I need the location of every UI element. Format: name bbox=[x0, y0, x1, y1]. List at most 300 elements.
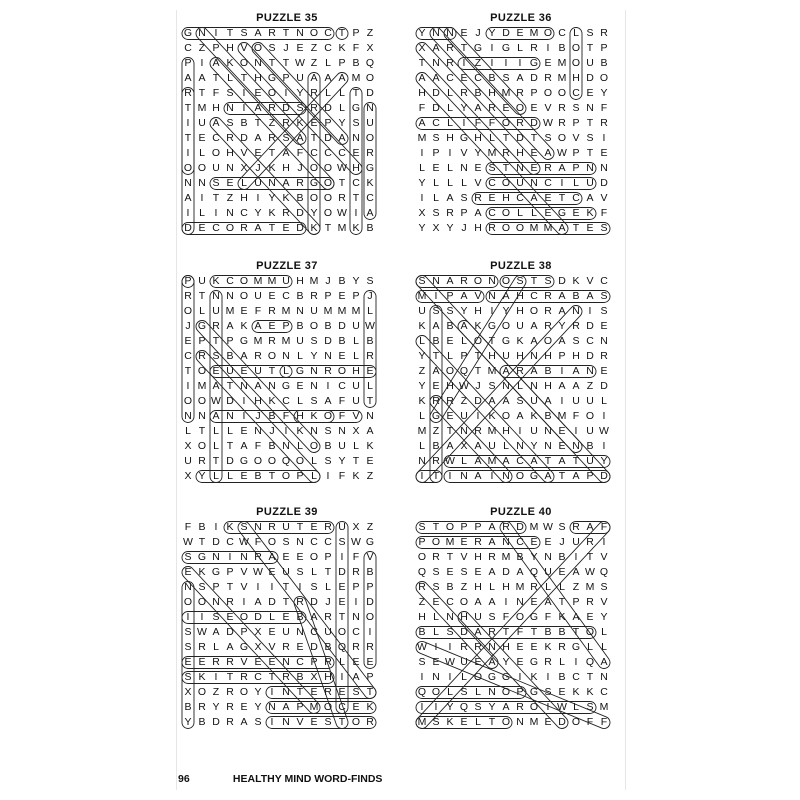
grid-letter: J bbox=[269, 425, 275, 437]
grid-letter: L bbox=[461, 455, 467, 467]
grid-letter: D bbox=[310, 596, 318, 608]
grid-letter: E bbox=[600, 147, 608, 159]
grid-letter: L bbox=[447, 117, 453, 129]
grid-letter: Y bbox=[502, 305, 510, 317]
grid-letter: E bbox=[600, 365, 608, 377]
grid-letter: O bbox=[473, 275, 483, 287]
grid-letter: N bbox=[502, 380, 510, 392]
grid-letter: G bbox=[529, 57, 539, 69]
grid-letter: H bbox=[502, 192, 510, 204]
grid-letter: X bbox=[366, 42, 374, 54]
grid-letter: O bbox=[543, 335, 553, 347]
grid-letter: B bbox=[432, 440, 440, 452]
grid-letter: R bbox=[446, 42, 454, 54]
grid-letter: H bbox=[418, 87, 426, 99]
grid-letter: R bbox=[516, 365, 524, 377]
grid-letter: W bbox=[253, 566, 263, 578]
grid-letter: H bbox=[502, 425, 510, 437]
grid-letter: N bbox=[544, 440, 552, 452]
grid-letter: V bbox=[240, 147, 248, 159]
grid-letter: P bbox=[184, 57, 192, 69]
grid-letter: A bbox=[282, 177, 290, 189]
grid-letter: J bbox=[559, 536, 565, 548]
grid-letter: A bbox=[488, 656, 496, 668]
grid-letter: S bbox=[198, 581, 206, 593]
grid-letter: N bbox=[460, 470, 468, 482]
grid-letter: L bbox=[325, 57, 331, 69]
grid-letter: D bbox=[502, 27, 510, 39]
grid-letter: Y bbox=[418, 222, 426, 234]
grid-letter: L bbox=[283, 365, 289, 377]
grid-letter: N bbox=[240, 380, 248, 392]
grid-letter: Y bbox=[310, 350, 318, 362]
grid-letter: N bbox=[352, 132, 360, 144]
grid-letter: R bbox=[488, 102, 496, 114]
grid-letter: E bbox=[488, 192, 496, 204]
grid-letter: K bbox=[558, 611, 566, 623]
grid-letter: T bbox=[226, 581, 234, 593]
grid-letter: S bbox=[432, 132, 440, 144]
grid-letter: E bbox=[474, 566, 482, 578]
grid-letter: T bbox=[212, 455, 220, 467]
grid-row bbox=[415, 454, 611, 469]
grid-letter: A bbox=[530, 320, 538, 332]
grid-row bbox=[415, 469, 611, 484]
grid-letter: Y bbox=[446, 222, 454, 234]
grid-letter: P bbox=[460, 521, 468, 533]
grid-letter: C bbox=[338, 147, 346, 159]
grid-letter: N bbox=[530, 350, 538, 362]
grid-letter: N bbox=[212, 551, 220, 563]
grid-letter: I bbox=[284, 87, 288, 99]
grid-letter: Z bbox=[268, 117, 276, 129]
grid-letter: R bbox=[282, 207, 290, 219]
grid-letter: O bbox=[253, 455, 263, 467]
grid-letter: T bbox=[184, 365, 192, 377]
grid-letter: C bbox=[184, 42, 192, 54]
grid-letter: T bbox=[502, 132, 510, 144]
grid-letter: C bbox=[338, 701, 346, 713]
grid-letter: N bbox=[296, 305, 304, 317]
grid-letter: E bbox=[530, 102, 538, 114]
grid-letter: D bbox=[530, 72, 538, 84]
grid-row bbox=[181, 625, 377, 640]
grid-letter: A bbox=[338, 72, 346, 84]
grid-letter: B bbox=[558, 551, 566, 563]
grid-letter: I bbox=[242, 596, 246, 608]
grid-letter: I bbox=[448, 470, 452, 482]
grid-letter: E bbox=[268, 656, 276, 668]
grid-letter: O bbox=[295, 455, 305, 467]
grid-letter: H bbox=[502, 581, 510, 593]
grid-row bbox=[181, 86, 377, 101]
grid-letter: L bbox=[461, 335, 467, 347]
grid-letter: Y bbox=[446, 701, 454, 713]
grid-letter: G bbox=[501, 671, 511, 683]
grid-letter: U bbox=[586, 425, 594, 437]
grid-letter: I bbox=[420, 192, 424, 204]
grid-letter: F bbox=[600, 716, 608, 728]
grid-letter: P bbox=[338, 57, 346, 69]
grid-letter: L bbox=[447, 162, 453, 174]
grid-letter: M bbox=[351, 72, 361, 84]
grid-letter: T bbox=[352, 87, 360, 99]
grid-letter: N bbox=[488, 275, 496, 287]
grid-letter: T bbox=[240, 72, 248, 84]
grid-row bbox=[181, 364, 377, 379]
grid-row bbox=[415, 550, 611, 565]
grid-letter: G bbox=[501, 335, 511, 347]
grid-letter: A bbox=[572, 566, 580, 578]
grid-letter: G bbox=[197, 551, 207, 563]
grid-letter: T bbox=[268, 365, 276, 377]
grid-letter: I bbox=[546, 701, 550, 713]
grid-letter: M bbox=[515, 581, 525, 593]
grid-letter: E bbox=[352, 701, 360, 713]
grid-letter: L bbox=[213, 641, 219, 653]
grid-letter: W bbox=[295, 57, 305, 69]
grid-letter: S bbox=[460, 686, 468, 698]
grid-letter: E bbox=[254, 656, 262, 668]
grid-letter: H bbox=[460, 611, 468, 623]
grid-letter: S bbox=[446, 626, 454, 638]
grid-letter: L bbox=[573, 27, 579, 39]
grid-letter: G bbox=[529, 686, 539, 698]
grid-letter: O bbox=[473, 335, 483, 347]
grid-letter: I bbox=[214, 27, 218, 39]
grid-letter: I bbox=[490, 57, 494, 69]
grid-letter: R bbox=[226, 701, 234, 713]
grid-letter: Y bbox=[600, 611, 608, 623]
grid-letter: M bbox=[501, 551, 511, 563]
grid-letter: K bbox=[296, 117, 304, 129]
grid-letter: A bbox=[212, 117, 220, 129]
grid-letter: E bbox=[586, 611, 594, 623]
grid-letter: T bbox=[338, 27, 346, 39]
grid-letter: T bbox=[324, 566, 332, 578]
grid-row bbox=[181, 685, 377, 700]
grid-letter: U bbox=[516, 177, 524, 189]
grid-letter: S bbox=[572, 335, 580, 347]
grid-letter: G bbox=[501, 42, 511, 54]
grid-letter: A bbox=[586, 521, 594, 533]
grid-letter: L bbox=[587, 641, 593, 653]
grid-letter: D bbox=[366, 596, 374, 608]
grid-letter: Y bbox=[558, 320, 566, 332]
grid-letter: A bbox=[488, 521, 496, 533]
grid-letter: R bbox=[268, 335, 276, 347]
grid-letter: H bbox=[474, 305, 482, 317]
grid-letter: Q bbox=[599, 566, 609, 578]
grid-letter: R bbox=[544, 656, 552, 668]
grid-letter: B bbox=[432, 335, 440, 347]
grid-letter: U bbox=[418, 305, 426, 317]
grid-letter: G bbox=[309, 177, 319, 189]
grid-letter: K bbox=[338, 42, 346, 54]
grid-letter: T bbox=[212, 192, 220, 204]
grid-letter: E bbox=[184, 656, 192, 668]
grid-row bbox=[181, 379, 377, 394]
grid-letter: S bbox=[586, 132, 594, 144]
grid-letter: L bbox=[297, 395, 303, 407]
grid-letter: A bbox=[226, 641, 234, 653]
grid-letter: D bbox=[254, 611, 262, 623]
grid-row bbox=[415, 146, 611, 161]
grid-letter: O bbox=[197, 686, 207, 698]
grid-letter: K bbox=[352, 222, 360, 234]
grid-letter: N bbox=[418, 455, 426, 467]
grid-letter: I bbox=[448, 147, 452, 159]
grid-letter: E bbox=[198, 656, 206, 668]
grid-row bbox=[181, 535, 377, 550]
grid-letter: G bbox=[557, 207, 567, 219]
grid-letter: O bbox=[239, 611, 249, 623]
grid-letter: Y bbox=[600, 455, 608, 467]
grid-row bbox=[415, 304, 611, 319]
grid-letter: R bbox=[324, 656, 332, 668]
grid-letter: A bbox=[516, 566, 524, 578]
grid-letter: B bbox=[600, 57, 608, 69]
grid-row bbox=[415, 191, 611, 206]
grid-letter: O bbox=[197, 162, 207, 174]
grid-letter: D bbox=[474, 395, 482, 407]
grid-letter: A bbox=[572, 365, 580, 377]
grid-letter: N bbox=[268, 380, 276, 392]
grid-letter: R bbox=[198, 701, 206, 713]
grid-letter: O bbox=[515, 222, 525, 234]
grid-letter: Q bbox=[585, 656, 595, 668]
grid-letter: L bbox=[213, 470, 219, 482]
grid-row bbox=[181, 580, 377, 595]
grid-letter: L bbox=[601, 395, 607, 407]
grid-letter: R bbox=[418, 581, 426, 593]
grid-letter: E bbox=[268, 626, 276, 638]
grid-letter: F bbox=[212, 87, 220, 99]
grid-letter: A bbox=[310, 72, 318, 84]
grid-letter: D bbox=[296, 222, 304, 234]
grid-row bbox=[181, 26, 377, 41]
grid-letter: A bbox=[516, 410, 524, 422]
grid-letter: M bbox=[501, 87, 511, 99]
grid-row bbox=[181, 424, 377, 439]
grid-letter: C bbox=[324, 536, 332, 548]
grid-letter: B bbox=[544, 626, 552, 638]
grid-letter: T bbox=[184, 132, 192, 144]
grid-letter: A bbox=[366, 425, 374, 437]
grid-letter: U bbox=[254, 177, 262, 189]
grid-letter: I bbox=[504, 57, 508, 69]
grid-letter: V bbox=[474, 177, 482, 189]
grid-letter: N bbox=[324, 350, 332, 362]
grid-letter: M bbox=[351, 305, 361, 317]
grid-letter: O bbox=[459, 596, 469, 608]
grid-letter: S bbox=[572, 102, 580, 114]
grid-letter: F bbox=[352, 551, 360, 563]
grid-row bbox=[181, 221, 377, 236]
grid-letter: R bbox=[240, 671, 248, 683]
grid-letter: Y bbox=[474, 147, 482, 159]
grid-letter: E bbox=[558, 566, 566, 578]
grid-letter: S bbox=[226, 87, 234, 99]
grid-letter: N bbox=[460, 425, 468, 437]
grid-letter: L bbox=[489, 132, 495, 144]
grid-letter: P bbox=[212, 42, 220, 54]
grid-letter: F bbox=[502, 611, 510, 623]
grid-letter: T bbox=[198, 290, 206, 302]
grid-row bbox=[181, 191, 377, 206]
grid-letter: O bbox=[309, 440, 319, 452]
grid-letter: H bbox=[474, 551, 482, 563]
grid-letter: O bbox=[309, 320, 319, 332]
grid-letter: K bbox=[572, 686, 580, 698]
grid-letter: Q bbox=[337, 641, 347, 653]
grid-letter: C bbox=[310, 536, 318, 548]
grid-row bbox=[181, 176, 377, 191]
grid-letter: L bbox=[353, 335, 359, 347]
grid-letter: F bbox=[254, 305, 262, 317]
grid-letter: M bbox=[487, 147, 497, 159]
grid-letter: G bbox=[529, 656, 539, 668]
grid-letter: A bbox=[432, 42, 440, 54]
grid-letter: U bbox=[198, 275, 206, 287]
grid-row bbox=[415, 41, 611, 56]
grid-letter: E bbox=[474, 656, 482, 668]
grid-letter: Y bbox=[418, 177, 426, 189]
grid-letter: X bbox=[418, 42, 426, 54]
grid-letter: Q bbox=[459, 365, 469, 377]
grid-letter: E bbox=[296, 551, 304, 563]
grid-letter: P bbox=[460, 350, 468, 362]
grid-letter: G bbox=[183, 27, 193, 39]
grid-letter: B bbox=[586, 440, 594, 452]
grid-letter: B bbox=[296, 611, 304, 623]
grid-letter: E bbox=[460, 536, 468, 548]
grid-letter: R bbox=[432, 455, 440, 467]
grid-letter: R bbox=[352, 641, 360, 653]
grid-letter: I bbox=[242, 102, 246, 114]
grid-letter: A bbox=[530, 335, 538, 347]
grid-letter: G bbox=[211, 566, 221, 578]
grid-letter: P bbox=[282, 72, 290, 84]
grid-letter: P bbox=[572, 147, 580, 159]
grid-letter: C bbox=[432, 117, 440, 129]
grid-letter: E bbox=[184, 335, 192, 347]
grid-letter: S bbox=[310, 395, 318, 407]
grid-letter: U bbox=[586, 57, 594, 69]
grid-letter: T bbox=[310, 132, 318, 144]
grid-letter: E bbox=[296, 42, 304, 54]
grid-letter: B bbox=[268, 440, 276, 452]
grid-letter: I bbox=[214, 671, 218, 683]
grid-letter: Q bbox=[365, 57, 375, 69]
grid-letter: A bbox=[254, 320, 262, 332]
grid-letter: C bbox=[254, 671, 262, 683]
grid-letter: F bbox=[254, 440, 262, 452]
grid-letter: W bbox=[417, 641, 427, 653]
grid-letter: X bbox=[310, 671, 318, 683]
grid-letter: S bbox=[366, 275, 374, 287]
grid-letter: L bbox=[199, 305, 205, 317]
grid-letter: E bbox=[530, 641, 538, 653]
grid-letter: I bbox=[200, 611, 204, 623]
grid-letter: T bbox=[212, 335, 220, 347]
grid-letter: R bbox=[474, 536, 482, 548]
grid-letter: A bbox=[558, 305, 566, 317]
grid-letter: K bbox=[226, 57, 234, 69]
grid-letter: D bbox=[516, 521, 524, 533]
grid-letter: I bbox=[242, 410, 246, 422]
grid-letter: R bbox=[558, 117, 566, 129]
grid-letter: E bbox=[600, 320, 608, 332]
grid-letter: S bbox=[488, 380, 496, 392]
grid-letter: S bbox=[432, 581, 440, 593]
grid-letter: A bbox=[254, 132, 262, 144]
grid-letter: E bbox=[446, 566, 454, 578]
grid-row bbox=[415, 640, 611, 655]
grid-letter: O bbox=[309, 192, 319, 204]
grid-letter: R bbox=[310, 87, 318, 99]
grid-letter: U bbox=[282, 626, 290, 638]
grid-letter: S bbox=[460, 192, 468, 204]
grid-letter: N bbox=[544, 551, 552, 563]
grid-letter: P bbox=[432, 147, 440, 159]
grid-letter: A bbox=[474, 626, 482, 638]
grid-letter: N bbox=[530, 177, 538, 189]
grid-letter: V bbox=[544, 102, 552, 114]
grid-letter: K bbox=[366, 701, 374, 713]
grid-letter: N bbox=[184, 177, 192, 189]
grid-letter: E bbox=[558, 425, 566, 437]
grid-letter: M bbox=[267, 275, 277, 287]
grid-letter: M bbox=[323, 305, 333, 317]
grid-letter: I bbox=[518, 57, 522, 69]
grid-letter: G bbox=[239, 641, 249, 653]
grid-letter: U bbox=[488, 440, 496, 452]
grid-letter: K bbox=[586, 686, 594, 698]
grid-letter: P bbox=[352, 581, 360, 593]
grid-letter: D bbox=[600, 177, 608, 189]
grid-letter: L bbox=[517, 42, 523, 54]
grid-letter: O bbox=[501, 207, 511, 219]
grid-letter: C bbox=[226, 275, 234, 287]
grid-letter: P bbox=[226, 335, 234, 347]
grid-letter: S bbox=[432, 305, 440, 317]
grid-letter: K bbox=[366, 440, 374, 452]
grid-letter: K bbox=[198, 566, 206, 578]
grid-letter: Z bbox=[586, 380, 594, 392]
grid-letter: R bbox=[544, 162, 552, 174]
grid-letter: O bbox=[501, 716, 511, 728]
grid-letter: F bbox=[600, 102, 608, 114]
grid-letter: O bbox=[351, 716, 361, 728]
grid-letter: E bbox=[572, 207, 580, 219]
grid-letter: U bbox=[544, 566, 552, 578]
grid-letter: O bbox=[365, 72, 375, 84]
grid-letter: S bbox=[212, 350, 220, 362]
grid-letter: R bbox=[460, 641, 468, 653]
grid-letter: O bbox=[543, 87, 553, 99]
grid-letter: E bbox=[544, 207, 552, 219]
grid-letter: R bbox=[268, 27, 276, 39]
grid-letter: S bbox=[600, 290, 608, 302]
grid-letter: M bbox=[529, 716, 539, 728]
grid-letter: M bbox=[487, 425, 497, 437]
grid-letter: Z bbox=[366, 521, 374, 533]
grid-letter: O bbox=[431, 536, 441, 548]
grid-letter: P bbox=[226, 566, 234, 578]
grid-letter: E bbox=[240, 470, 248, 482]
grid-letter: A bbox=[184, 72, 192, 84]
